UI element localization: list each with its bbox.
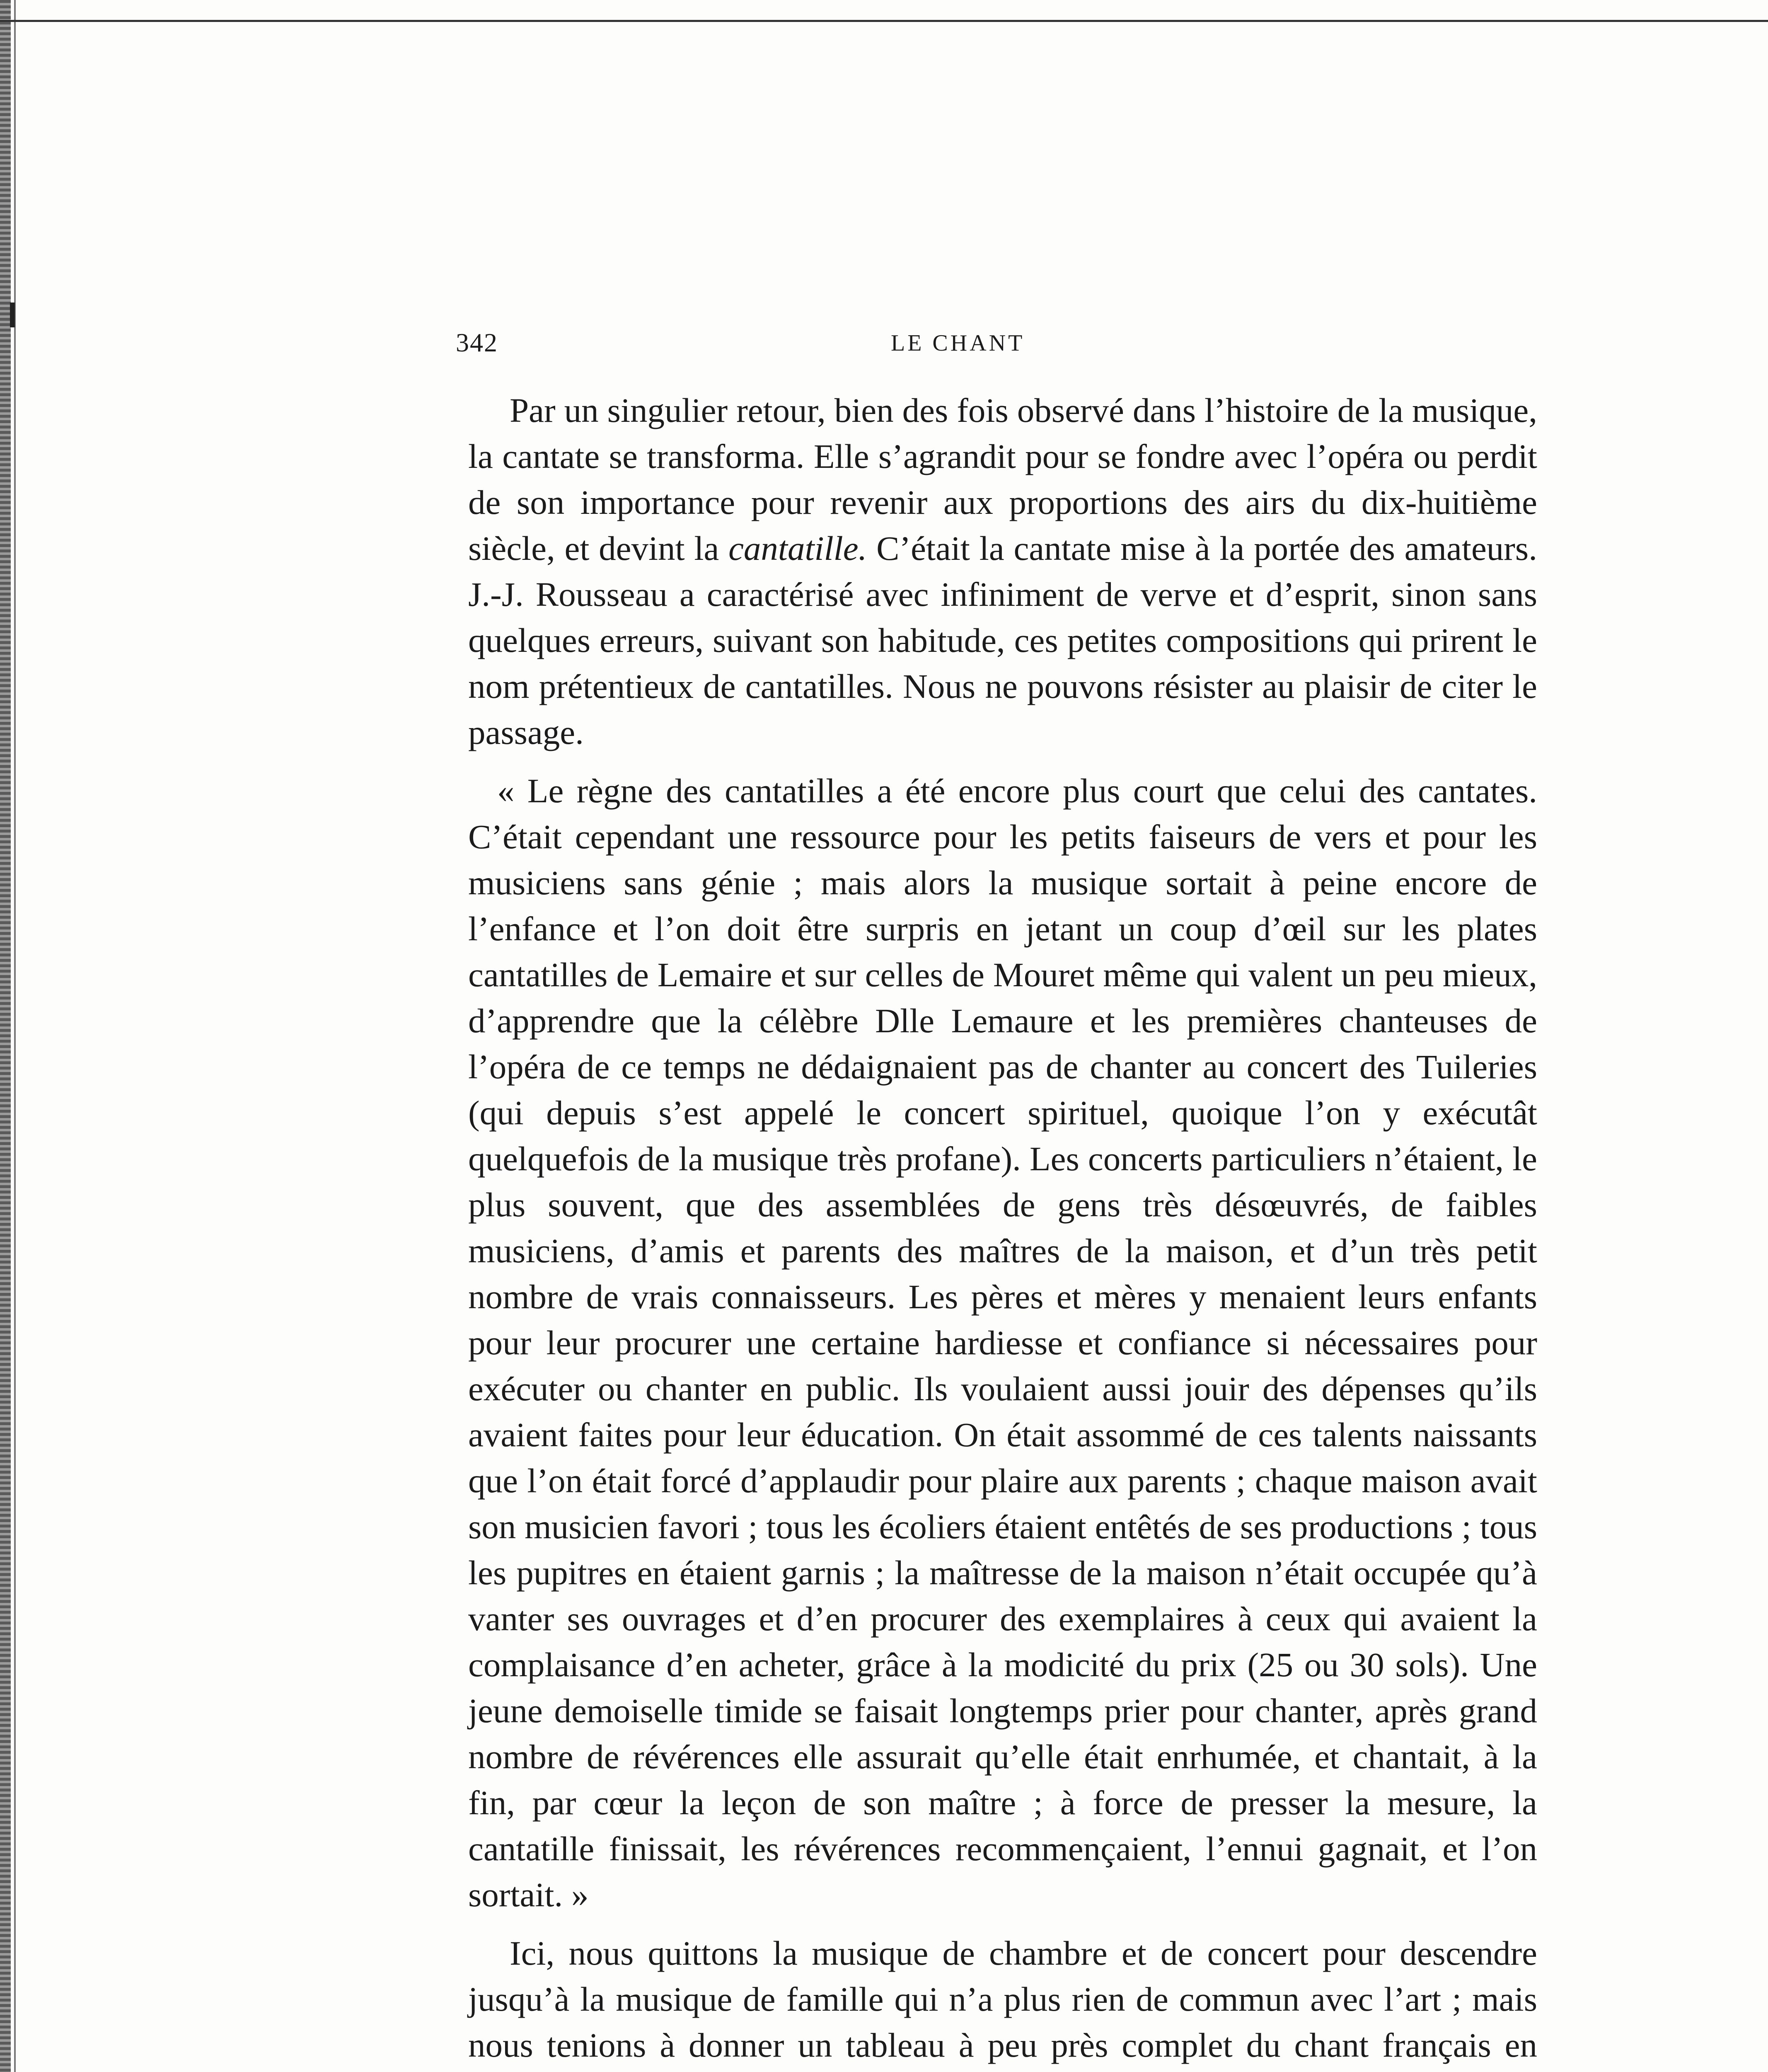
- page-number: 342: [456, 328, 498, 357]
- quote-paragraph: « Le règne des cantatilles a été encore plus court que celui des cantates. C’était cependant une ressource pour les petits faiseurs de vers et pour les musiciens sans génie ; mais alors la musique sortait à peine encore de l’enfance et l’on doit être surpris en jetant un coup d’œil sur les plates cantatilles de Lemaire et sur celles de Mouret même qui valent un peu mieux, d’apprendre que la célèbre Dlle Lemaure et les premières chanteuses de l’opéra de ce temps ne dédaignaient pas de chanter au concert des Tuileries (qui depuis s’est appelé le concert spirituel, quoique l’on y exécutât quelquefois de la musique très profane). Les concerts particuliers n’étaient, le plus souvent, que des assemblées de gens très désœuvrés, de faibles musiciens, d’amis et parents des maîtres de la maison, et d’un très petit nombre de vrais connaisseurs. Les pères et mères y menaient leurs enfants pour leur procurer une certaine hardiesse et confiance si nécessaires pour exécuter ou chanter en public. Ils voulaient aussi jouir des dépenses qu’ils avaient faites pour leur éducation. On était assommé de ces talents naissants que l’on était forcé d’applaudir pour plaire aux parents ; chaque maison avait son musicien favori ; tous les écoliers étaient entêtés de ses productions ; tous les pupitres en étaient garnis ; la maîtresse de la maison n’était occupée qu’à vanter ses ouvrages et d’en procurer des exemplaires à ceux qui avaient la complaisance d’en acheter, grâce à la modicité du prix (25 ou 30 sols). Une jeune demoiselle timide se faisait longtemps prier pour chanter, après grand nombre de révérences elle assurait qu’elle était enrhumée, et chantait, à la fin, par cœur la leçon de son maître ; à force de presser la mesure, la cantatille finissait, les révérences recommençaient, l’ennui gagnait, et l’on sortait. »: [468, 772, 1537, 1914]
- scan-mark: [10, 303, 15, 327]
- page-header: [456, 327, 1570, 377]
- paragraph-1-text-b: C’était la cantate mise à la portée des amateurs. J.-J. Rousseau a caractérisé avec infiniment de verve et d’esprit, sinon sans quelques erreurs, suivant son habitude, ces petites compositions qui prirent le nom prétentieux de cantatilles. Nous ne pouvons résister au plaisir de citer le passage.: [468, 529, 1537, 751]
- paragraph-1-italic: cantatille.: [728, 529, 867, 567]
- paragraph-1-text-a: Par un singulier retour, bien des fois observé dans l’histoire de la musique, la cantate se transforma. Elle s’agrandit pour se fondre avec l’opéra ou perdit de son importance pour revenir aux proportions des airs du dix-huitième siècle, et devint la: [468, 391, 1537, 567]
- running-head: LE CHANT: [891, 330, 1025, 356]
- scan-edge-left: [0, 0, 11, 2072]
- paragraph-1: [468, 387, 1537, 755]
- text-block: [468, 387, 1537, 2072]
- scan-edge-top: [0, 20, 1768, 22]
- paragraph-3: Ici, nous quittons la musique de chambre et de concert pour descendre jusqu’à la musique de famille qui n’a plus rien de commun avec l’art ; mais nous tenions à donner un tableau à peu près complet du chant français en: [468, 1934, 1537, 2064]
